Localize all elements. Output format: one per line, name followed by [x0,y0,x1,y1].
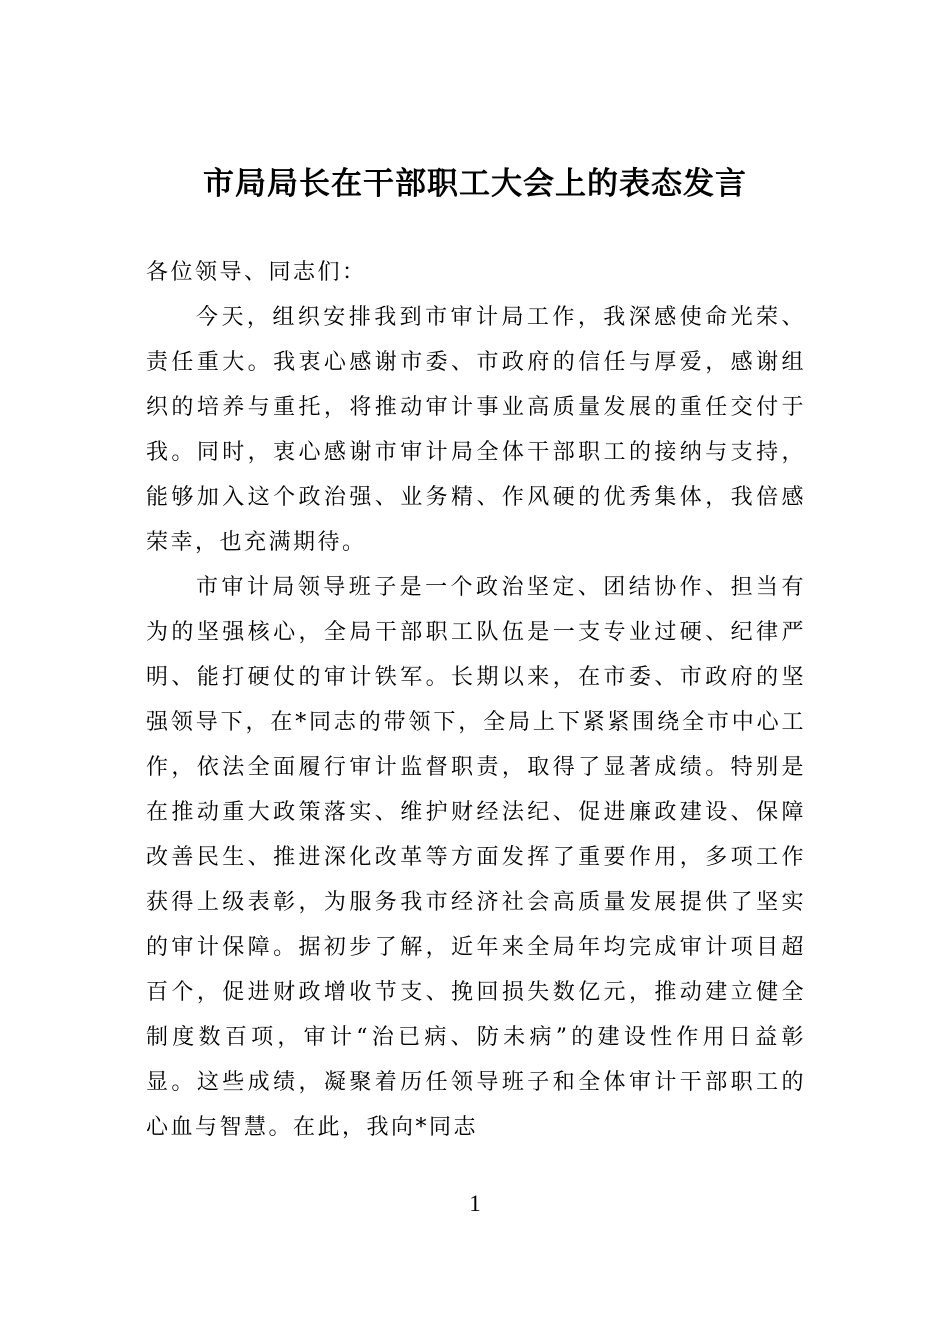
paragraph-2: 市审计局领导班子是一个政治坚定、团结协作、担当有为的坚强核心，全局干部职工队伍是一支专业过硬、纪律严明、能打硬仗的审计铁军。长期以来，在市委、市政府的坚强领导下，在*同志的带领下，全局上下紧紧围绕全市中心工作，依法全面履行审计监督职责，取得了显著成绩。特别是在推动重大政策落实、维护财经法纪、促进廉政建设、保障改善民生、推进深化改革等方面发挥了重要作用，多项工作获得上级表彰，为服务我市经济社会高质量发展提供了坚实的审计保障。据初步了解，近年来全局年均完成审计项目超百个，促进财政增收节支、挽回损失数亿元，推动建立健全制度数百项，审计“治已病、防未病”的建设性作用日益彰显。这些成绩，凝聚着历任领导班子和全体审计干部职工的心血与智慧。在此，我向*同志 [146,575,806,1140]
paragraph-1: 今天，组织安排我到市审计局工作，我深感使命光荣、责任重大。我衷心感谢市委、市政府的信任与厚爱，感谢组织的培养与重托，将推动审计事业高质量发展的重任交付于我。同时，衷心感谢市审计局全体干部职工的接纳与支持，能够加入这个政治强、业务精、作风硬的优秀集体，我倍感荣幸，也充满期待。 [146,305,806,555]
document-title: 市局局长在干部职工大会上的表态发言 [203,166,747,202]
document-body [146,250,806,1150]
salutation: 各位领导、同志们： [146,260,367,285]
page-number: 1 [469,1191,481,1216]
